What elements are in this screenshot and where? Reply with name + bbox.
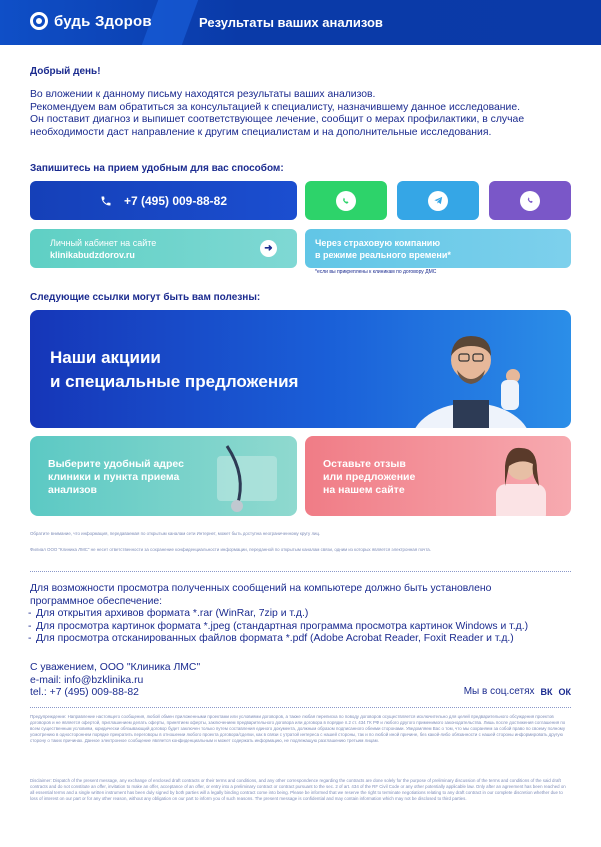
logo-text: будь Здоров (54, 12, 152, 30)
brand-logo[interactable] (30, 12, 152, 30)
intro-line: Во вложении к данному письму находятся результаты ваших анализов. (30, 89, 376, 100)
signature (30, 662, 200, 700)
doctor-image (401, 318, 551, 428)
intro-line: Он поставит диагноз и выпишет соответствующее лечение, сообщит о мерах профилактики, в случае (30, 114, 525, 125)
links-title: Следующие ссылки могут быть вам полезны: (30, 292, 261, 303)
intro-paragraph (30, 89, 570, 139)
viber-button[interactable] (489, 181, 571, 220)
intro-line: необходимости даст направление к другим специалистам и на дополнительные исследования. (30, 126, 492, 138)
cabinet-label: Личный кабинет на сайте (50, 237, 157, 248)
phone-number: +7 (495) 009-88-82 (123, 193, 228, 208)
stethoscope-image (187, 436, 297, 516)
telegram-icon (428, 191, 448, 211)
personal-cabinet-button[interactable] (30, 229, 297, 268)
promo-line1: Наши акциии (50, 348, 161, 367)
arrow-right-icon: ➜ (260, 240, 277, 257)
intro-line: Рекомендуем вам обратиться за консультацией к специалисту, назначившему данное исследование. (30, 101, 520, 113)
software-requirements (30, 583, 570, 646)
logo-icon (30, 12, 48, 30)
phone-button[interactable] (30, 181, 297, 220)
phone-icon (100, 195, 112, 207)
social-label: Мы в соц.сетях (463, 686, 535, 697)
clinic-address-text (48, 458, 184, 497)
promo-banner[interactable] (30, 310, 571, 428)
insurance-label-line2: в режиме реального времени* (315, 249, 451, 260)
requirement-item: - Для просмотра отсканированных файлов формата *.pdf (Adobe Acrobat Reader, Foxit Reader и т.д.) (30, 633, 570, 646)
insurance-button[interactable] (305, 229, 571, 268)
header-title: Результаты ваших анализов (199, 15, 383, 30)
whatsapp-icon (336, 191, 356, 211)
clinic-address-card[interactable] (30, 436, 297, 516)
greeting: Добрый день! (30, 66, 101, 77)
feedback-line2: или предложение (323, 471, 416, 483)
requirement-item: - Для просмотра картинок формата *.jpeg (стандартная программа просмотра картинок Windows и т.д.) (30, 621, 570, 634)
booking-title: Запишитесь на прием удобным для вас способом: (30, 163, 284, 174)
feedback-text (323, 458, 415, 497)
cabinet-site: klinikabudzdorov.ru (50, 249, 135, 260)
insurance-text (315, 237, 451, 261)
requirements-list (30, 608, 570, 646)
telegram-button[interactable] (397, 181, 479, 220)
clinic-address-line2: клиники и пункта приема (48, 471, 180, 483)
legal-disclaimer-ru: Предупреждение: Направление настоящего сообщения, любой обмен приложенными проектами или условиями договоров, а также любая переписка по поводу договоров осуществляется исключительно для целей предварительного обсуждения проектов договоров и не является офертой, приглашением делать оферты, принятием оферты, заключением предварительного договора или договора в порядке п.2 ст. 434 ГК РФ и любого другого применимого законодательства. Лишь после достижения соглашения по всем существенным условиям, юридически обязывающий договор будет заключен только путем составления единого документа, должным образом подписанного обеими сторонами. Уведомляем Вас о том, что мы сохраняем за собой право по своему полному усмотрению в одностороннем порядке прекратить переговоры в отношении любого проекта договора/сделки, как в связи с утратой интереса с нашей стороны, так и по любой иной причине, без какой-либо обязанности с нашей стороны информировать другую сторону о таких причинах. Данное электронное сообщение является конфиденциальным и может содержать информацию, не подлежащую разглашению третьим лицам. (30, 714, 566, 743)
security-notice: Обратите внимание, что информация, передаваемая по открытым каналам сети Интернет, может быть доступна неограниченному кругу лиц. (30, 531, 321, 536)
clinic-address-line3: анализов (48, 484, 97, 496)
promo-text (50, 346, 298, 394)
whatsapp-button[interactable] (305, 181, 387, 220)
divider (30, 707, 571, 708)
insurance-label-line1: Через страховую компанию (315, 237, 441, 248)
requirements-intro-line2: программное обеспечение: (30, 595, 163, 607)
confidentiality-notice: Филиал ООО "Клиника ЛМС" не несет ответственности за сохранение конфиденциальности информации, переданной по открытым каналам связи, одним из которых является электронная почта. (30, 547, 431, 552)
requirements-intro-line1: Для возможности просмотра полученных сообщений на компьютере должно быть установлено (30, 583, 492, 594)
signature-regards: С уважением, ООО "Клиника ЛМС" (30, 662, 201, 673)
viber-icon (520, 191, 540, 211)
ok-icon[interactable]: ОК (558, 686, 571, 697)
social-links (464, 686, 571, 697)
feedback-card[interactable] (305, 436, 571, 516)
vk-icon[interactable]: ВК (540, 686, 553, 697)
email-header (0, 0, 601, 45)
promo-line2: и специальные предложения (50, 372, 299, 391)
legal-disclaimer-en: Disclaimer: Dispatch of the present message, any exchange of enclosed draft contracts or their terms and conditions, and any other correspondence regarding the contracts are done solely for the purpose of preliminary discussion of the terms and conditions of the said draft contracts and do not constitute an offer, invitation to make an offer, acceptance of an offer, or entry into a preliminary contract or contract pursuant to the sec. 2 of art. 434 of the RF Civil Code or any other potentially applicable law. Only after an agreement has been reached on all essential terms and a single written instrument has been duly signed by both parties will a legally binding contract come into being. Please be informed that we reserve the right to terminate negotiations relating to any draft contract in our complete discretion whether due to loss of interest on our part or for any other reason, without any obligation on our part to inform you of such reasons. The present message is confidential and may contain information which may not be disclosed to third parties. (30, 778, 566, 801)
insurance-footnote: *если вы прикреплены к клиникам по договору ДМС (315, 269, 437, 275)
divider (30, 571, 571, 572)
requirement-item: - Для открытия архивов формата *.rar (WinRar, 7zip и т.д.) (30, 608, 570, 621)
signature-email[interactable]: e-mail: info@bzklinika.ru (30, 674, 144, 686)
woman-image (461, 436, 571, 516)
cabinet-text (50, 237, 156, 261)
feedback-line1: Оставьте отзыв (323, 458, 406, 470)
clinic-address-line1: Выберите удобный адрес (48, 458, 184, 470)
signature-phone[interactable]: tel.: +7 (495) 009-88-82 (30, 687, 139, 698)
feedback-line3: на нашем сайте (323, 484, 405, 496)
